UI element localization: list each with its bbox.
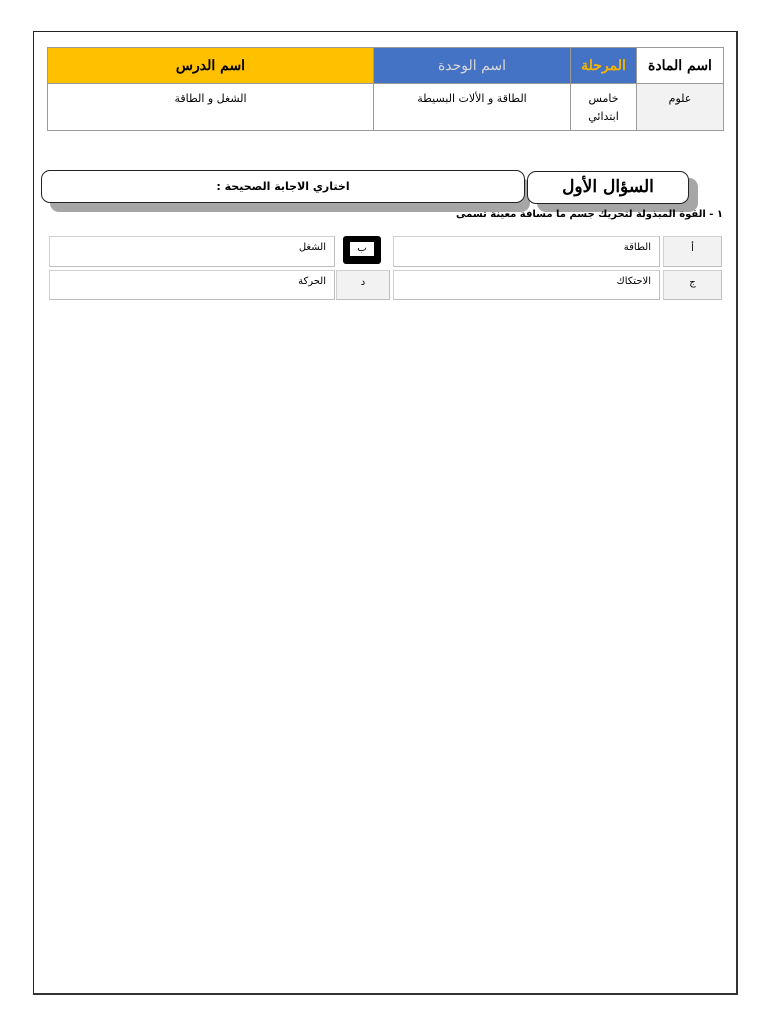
option-d-letter[interactable]: د — [336, 270, 390, 300]
option-c-letter[interactable]: ج — [663, 270, 722, 300]
option-a-letter[interactable]: أ — [663, 236, 722, 267]
option-a-text[interactable]: الطاقة — [393, 236, 660, 267]
stage-value-line1: خامس — [588, 92, 619, 105]
subject-header: اسم المادة — [637, 48, 724, 84]
option-b-letter[interactable]: ب — [350, 242, 374, 256]
stage-header: المرحلة — [571, 48, 637, 84]
option-b-text[interactable]: الشغل — [49, 236, 335, 267]
section-title: السؤال الأول — [527, 171, 689, 204]
option-b-selected-marker[interactable] — [343, 236, 381, 264]
lesson-value: الشغل و الطاقة — [48, 84, 374, 131]
option-d-text[interactable]: الحركة — [49, 270, 335, 300]
unit-value: الطاقة و الألات البسيطة — [374, 84, 571, 131]
instruction-box: اختاري الاجابة الصحيحة : — [41, 170, 525, 203]
unit-header: اسم الوحدة — [374, 48, 571, 84]
option-c-text[interactable]: الاحتكاك — [393, 270, 660, 300]
question-1-text: ١ - القوة المبذولة لتحريك جسم ما مسافة معينة تسمى — [456, 209, 723, 220]
subject-value: علوم — [637, 84, 724, 131]
lesson-info-table — [47, 47, 724, 131]
lesson-header: اسم الدرس — [48, 48, 374, 84]
stage-value — [571, 84, 637, 131]
stage-value-line2: ابتدائي — [588, 109, 619, 123]
